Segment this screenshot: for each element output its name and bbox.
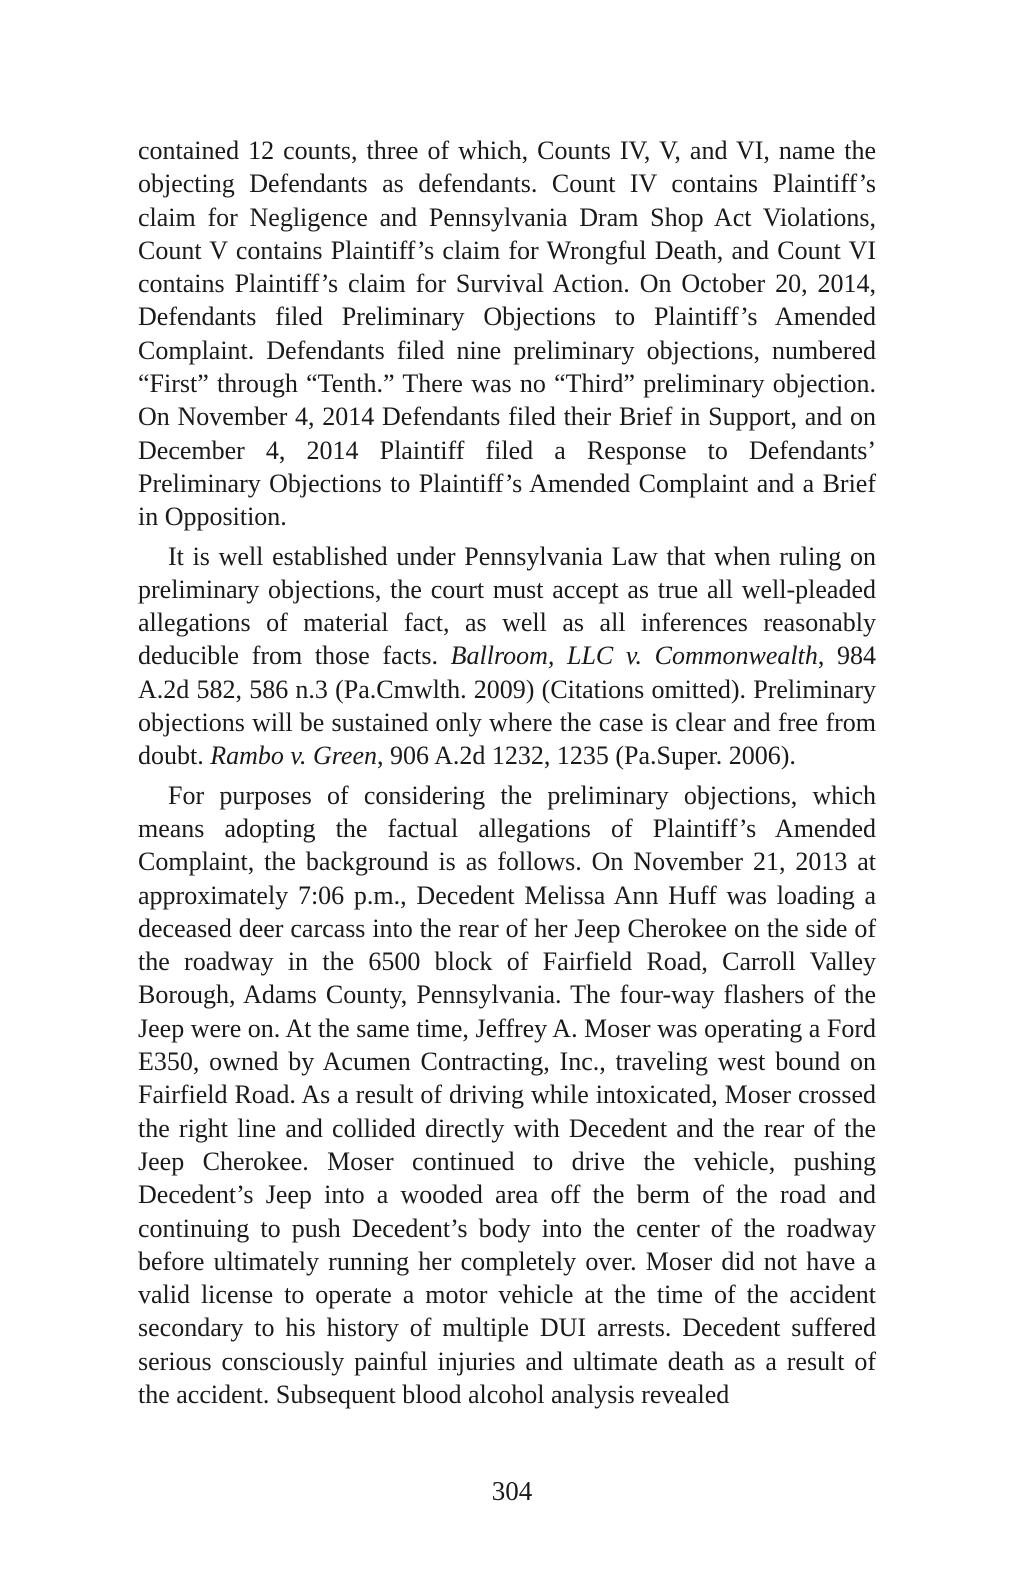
paragraph-1-text: contained 12 counts, three of which, Counts IV, V, and VI, name the objecting Defendants as defendants. Count IV contains Plaintiff’s claim for Negligence and Pennsylvania Dram Shop Act Violations, Count V contains Plaintiff’s claim for Wrongful Death, and Count VI contains Plaintiff’s claim for Survival Action. On October 20, 2014, Defendants filed Preliminary Objections to Plaintiff’s Amended Complaint. Defendants filed nine preliminary objections, numbered “First” through “Tenth.” There was no “Third” preliminary objection. On November 4, 2014 Defendants filed their Brief in Support, and on December 4, 2014 Plaintiff filed a Response to Defendants’ Preliminary Objections to Plaintiff’s Amended Complaint and a Brief in Opposition. bbox=[138, 136, 876, 532]
page-body bbox=[138, 134, 876, 1411]
case-citation-rambo: Rambo v. Green bbox=[210, 741, 378, 771]
case-citation-ballroom: Ballroom, LLC v. Commonwealth bbox=[450, 641, 818, 671]
paragraph-2 bbox=[138, 540, 876, 773]
paragraph-2-text-b: , 984 A.2d 582, 586 n.3 (Pa.Cmwlth. 2009) (Citations omitted). Preliminary objections will be sustained only where the case is clear and free from doubt. bbox=[138, 641, 877, 771]
paragraph-2-text-a: It is well established under Pennsylvania Law that when ruling on preliminary objections, the court must accept as true all well-pleaded allegations of material fact, as well as all inferences reasonably deducible from those facts. bbox=[138, 541, 876, 671]
paragraph-2-text-c: , 906 A.2d 1232, 1235 (Pa.Super. 2006). bbox=[377, 741, 796, 771]
paragraph-1 bbox=[138, 134, 876, 534]
page-number: 304 bbox=[491, 1476, 533, 1506]
paragraph-3 bbox=[138, 779, 876, 1412]
paragraph-3-text: For purposes of considering the preliminary objections, which means adopting the factual allegations of Plaintiff’s Amended Complaint, the background is as follows. On November 21, 2013 at approximately 7:06 p.m., Decedent Melissa Ann Huff was loading a deceased deer carcass into the rear of her Jeep Cherokee on the side of the roadway in the 6500 block of Fairfield Road, Carroll Valley Borough, Adams County, Pennsylvania. The four-way flashers of the Jeep were on. At the same time, Jeffrey A. Moser was operating a Ford E350, owned by Acumen Contracting, Inc., traveling west bound on Fairfield Road. As a result of driving while intoxicated, Moser crossed the right line and collided directly with Decedent and the rear of the Jeep Cherokee. Moser continued to drive the vehicle, pushing Decedent’s Jeep into a wooded area off the berm of the road and continuing to push Decedent’s body into the center of the roadway before ultimately running her completely over. Moser did not have a valid license to operate a motor vehicle at the time of the accident secondary to his history of multiple DUI arrests. Decedent suffered serious consciously painful injuries and ultimate death as a result of the accident. Subsequent blood alcohol analysis revealed bbox=[138, 780, 876, 1409]
